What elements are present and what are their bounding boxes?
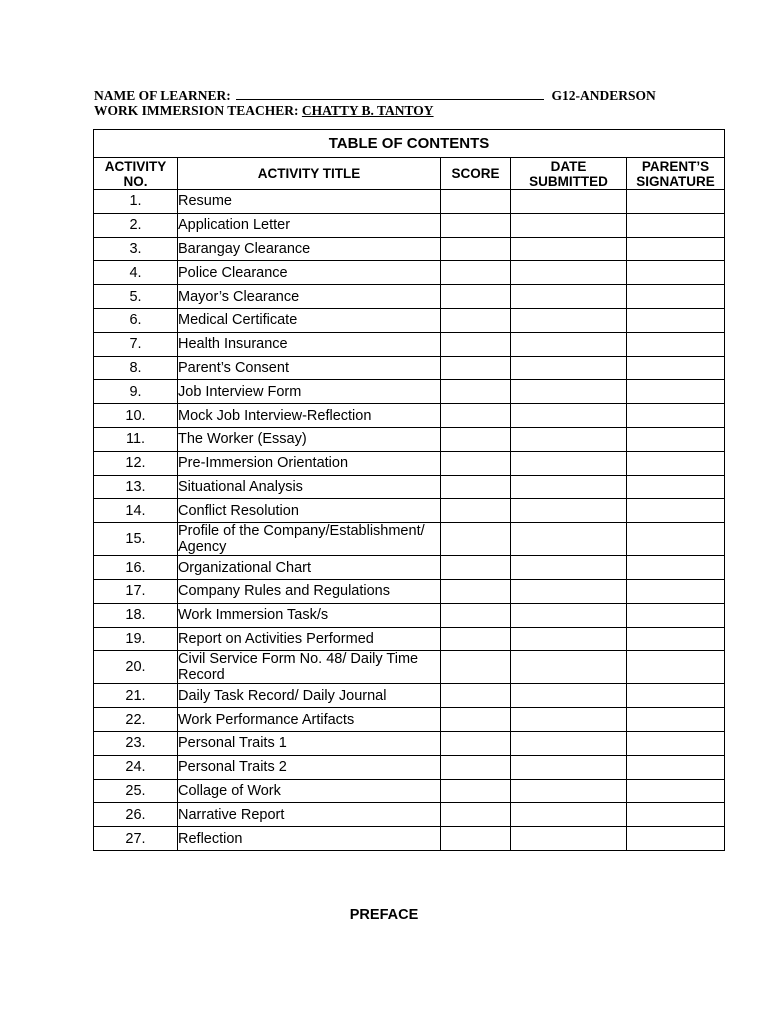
score-cell[interactable] [441, 755, 511, 779]
activity-number: 6. [94, 308, 178, 332]
table-row [94, 755, 725, 779]
parents-signature-cell[interactable] [627, 380, 725, 404]
activity-number: 5. [94, 285, 178, 309]
table-row [94, 475, 725, 499]
parents-signature-cell[interactable] [627, 779, 725, 803]
score-cell[interactable] [441, 579, 511, 603]
activity-title: Situational Analysis [178, 475, 441, 499]
parents-signature-cell[interactable] [627, 427, 725, 451]
activity-number: 24. [94, 755, 178, 779]
activity-title: Pre-Immersion Orientation [178, 451, 441, 475]
score-cell[interactable] [441, 427, 511, 451]
teacher-label: WORK IMMERSION TEACHER: [94, 103, 299, 118]
parents-signature-cell[interactable] [627, 556, 725, 580]
score-cell[interactable] [441, 603, 511, 627]
table-row [94, 332, 725, 356]
activity-number: 26. [94, 803, 178, 827]
activity-title: Job Interview Form [178, 380, 441, 404]
activity-title: Report on Activities Performed [178, 627, 441, 651]
activity-number: 25. [94, 779, 178, 803]
date-submitted-cell[interactable] [511, 190, 627, 214]
activity-title: Medical Certificate [178, 308, 441, 332]
date-submitted-cell[interactable] [511, 332, 627, 356]
activity-title: Personal Traits 1 [178, 731, 441, 755]
table-row [94, 237, 725, 261]
parents-signature-cell[interactable] [627, 651, 725, 684]
parents-signature-cell[interactable] [627, 404, 725, 428]
activity-number: 9. [94, 380, 178, 404]
score-cell[interactable] [441, 190, 511, 214]
activity-number: 27. [94, 827, 178, 851]
table-row [94, 427, 725, 451]
table-row [94, 627, 725, 651]
table-row [94, 523, 725, 556]
parents-signature-cell[interactable] [627, 523, 725, 556]
table-row [94, 803, 725, 827]
table-row [94, 261, 725, 285]
parents-signature-cell[interactable] [627, 627, 725, 651]
activity-number: 18. [94, 603, 178, 627]
activity-title: Personal Traits 2 [178, 755, 441, 779]
parents-signature-cell[interactable] [627, 237, 725, 261]
activity-number: 17. [94, 579, 178, 603]
date-submitted-cell[interactable] [511, 451, 627, 475]
activity-title: Organizational Chart [178, 556, 441, 580]
activity-number: 21. [94, 684, 178, 708]
parents-signature-cell[interactable] [627, 579, 725, 603]
activity-title: Police Clearance [178, 261, 441, 285]
score-cell[interactable] [441, 827, 511, 851]
date-submitted-cell[interactable] [511, 475, 627, 499]
activity-number: 10. [94, 404, 178, 428]
date-submitted-cell[interactable] [511, 803, 627, 827]
table-row [94, 451, 725, 475]
date-submitted-cell[interactable] [511, 380, 627, 404]
score-cell[interactable] [441, 308, 511, 332]
date-submitted-cell[interactable] [511, 237, 627, 261]
activity-title: Daily Task Record/ Daily Journal [178, 684, 441, 708]
score-cell[interactable] [441, 213, 511, 237]
activity-title: Company Rules and Regulations [178, 579, 441, 603]
parents-signature-cell[interactable] [627, 755, 725, 779]
activity-number: 15. [94, 523, 178, 556]
parents-signature-cell[interactable] [627, 603, 725, 627]
activity-title: Mayor’s Clearance [178, 285, 441, 309]
activity-number: 16. [94, 556, 178, 580]
score-cell[interactable] [441, 261, 511, 285]
learner-name-row [94, 87, 656, 103]
parents-signature-cell[interactable] [627, 731, 725, 755]
header-score: SCORE [441, 158, 511, 190]
table-row [94, 603, 725, 627]
date-submitted-cell[interactable] [511, 285, 627, 309]
score-cell[interactable] [441, 779, 511, 803]
table-row [94, 779, 725, 803]
table-row [94, 651, 725, 684]
table-row [94, 308, 725, 332]
parents-signature-cell[interactable] [627, 261, 725, 285]
score-cell[interactable] [441, 475, 511, 499]
parents-signature-cell[interactable] [627, 308, 725, 332]
table-row [94, 285, 725, 309]
date-submitted-cell[interactable] [511, 523, 627, 556]
activity-title: Narrative Report [178, 803, 441, 827]
score-cell[interactable] [441, 651, 511, 684]
date-submitted-cell[interactable] [511, 755, 627, 779]
header-date-submitted: DATE SUBMITTED [511, 158, 627, 190]
parents-signature-cell[interactable] [627, 213, 725, 237]
activity-number: 19. [94, 627, 178, 651]
parents-signature-cell[interactable] [627, 332, 725, 356]
date-submitted-cell[interactable] [511, 731, 627, 755]
date-submitted-cell[interactable] [511, 779, 627, 803]
header-activity-title: ACTIVITY TITLE [178, 158, 441, 190]
activity-title: Parent’s Consent [178, 356, 441, 380]
date-submitted-cell[interactable] [511, 427, 627, 451]
table-row [94, 190, 725, 214]
parents-signature-cell[interactable] [627, 190, 725, 214]
score-cell[interactable] [441, 803, 511, 827]
date-submitted-cell[interactable] [511, 213, 627, 237]
activity-title: Work Performance Artifacts [178, 708, 441, 732]
activity-number: 13. [94, 475, 178, 499]
date-submitted-cell[interactable] [511, 356, 627, 380]
activity-title: Conflict Resolution [178, 499, 441, 523]
header-parents-signature: PARENT’S SIGNATURE [627, 158, 725, 190]
learner-name-label: NAME OF LEARNER: [94, 88, 231, 103]
activity-number: 4. [94, 261, 178, 285]
parents-signature-cell[interactable] [627, 827, 725, 851]
table-row [94, 556, 725, 580]
learner-header [94, 87, 656, 119]
date-submitted-cell[interactable] [511, 684, 627, 708]
table-row [94, 708, 725, 732]
activity-title: Resume [178, 190, 441, 214]
table-title: TABLE OF CONTENTS [94, 130, 725, 158]
date-submitted-cell[interactable] [511, 827, 627, 851]
score-cell[interactable] [441, 237, 511, 261]
score-cell[interactable] [441, 556, 511, 580]
activity-number: 3. [94, 237, 178, 261]
parents-signature-cell[interactable] [627, 356, 725, 380]
date-submitted-cell[interactable] [511, 627, 627, 651]
parents-signature-cell[interactable] [627, 684, 725, 708]
table-row [94, 404, 725, 428]
score-cell[interactable] [441, 332, 511, 356]
table-row [94, 356, 725, 380]
teacher-row [94, 103, 656, 119]
parents-signature-cell[interactable] [627, 475, 725, 499]
score-cell[interactable] [441, 731, 511, 755]
date-submitted-cell[interactable] [511, 708, 627, 732]
activity-number: 1. [94, 190, 178, 214]
activity-number: 8. [94, 356, 178, 380]
score-cell[interactable] [441, 499, 511, 523]
score-cell[interactable] [441, 356, 511, 380]
header-activity-no: ACTIVITY NO. [94, 158, 178, 190]
preface-heading: PREFACE [349, 907, 419, 923]
activity-number: 2. [94, 213, 178, 237]
score-cell[interactable] [441, 404, 511, 428]
parents-signature-cell[interactable] [627, 499, 725, 523]
activity-title: Civil Service Form No. 48/ Daily Time Record [178, 651, 441, 684]
activity-number: 14. [94, 499, 178, 523]
score-cell[interactable] [441, 285, 511, 309]
section-name: G12-ANDERSON [551, 88, 656, 103]
activity-number: 12. [94, 451, 178, 475]
table-row [94, 579, 725, 603]
table-row [94, 499, 725, 523]
table-row [94, 684, 725, 708]
date-submitted-cell[interactable] [511, 579, 627, 603]
activity-title: Work Immersion Task/s [178, 603, 441, 627]
activity-number: 7. [94, 332, 178, 356]
activity-title: Collage of Work [178, 779, 441, 803]
parents-signature-cell[interactable] [627, 708, 725, 732]
table-row [94, 731, 725, 755]
score-cell[interactable] [441, 708, 511, 732]
activity-title: Application Letter [178, 213, 441, 237]
table-of-contents [93, 129, 725, 851]
date-submitted-cell[interactable] [511, 404, 627, 428]
date-submitted-cell[interactable] [511, 556, 627, 580]
parents-signature-cell[interactable] [627, 285, 725, 309]
teacher-name: CHATTY B. TANTOY [301, 103, 434, 118]
date-submitted-cell[interactable] [511, 261, 627, 285]
activity-number: 22. [94, 708, 178, 732]
table-row [94, 827, 725, 851]
activity-title: Profile of the Company/Establishment/ Agency [178, 523, 441, 556]
activity-title: Barangay Clearance [178, 237, 441, 261]
score-cell[interactable] [441, 380, 511, 404]
score-cell[interactable] [441, 684, 511, 708]
date-submitted-cell[interactable] [511, 308, 627, 332]
date-submitted-cell[interactable] [511, 499, 627, 523]
score-cell[interactable] [441, 523, 511, 556]
score-cell[interactable] [441, 451, 511, 475]
table-row [94, 213, 725, 237]
date-submitted-cell[interactable] [511, 651, 627, 684]
activity-number: 20. [94, 651, 178, 684]
activity-title: Mock Job Interview-Reflection [178, 404, 441, 428]
activity-number: 23. [94, 731, 178, 755]
learner-name-field[interactable] [236, 87, 544, 100]
activity-number: 11. [94, 427, 178, 451]
score-cell[interactable] [441, 627, 511, 651]
activity-title: Health Insurance [178, 332, 441, 356]
parents-signature-cell[interactable] [627, 803, 725, 827]
activity-title: The Worker (Essay) [178, 427, 441, 451]
activity-title: Reflection [178, 827, 441, 851]
table-row [94, 380, 725, 404]
parents-signature-cell[interactable] [627, 451, 725, 475]
date-submitted-cell[interactable] [511, 603, 627, 627]
